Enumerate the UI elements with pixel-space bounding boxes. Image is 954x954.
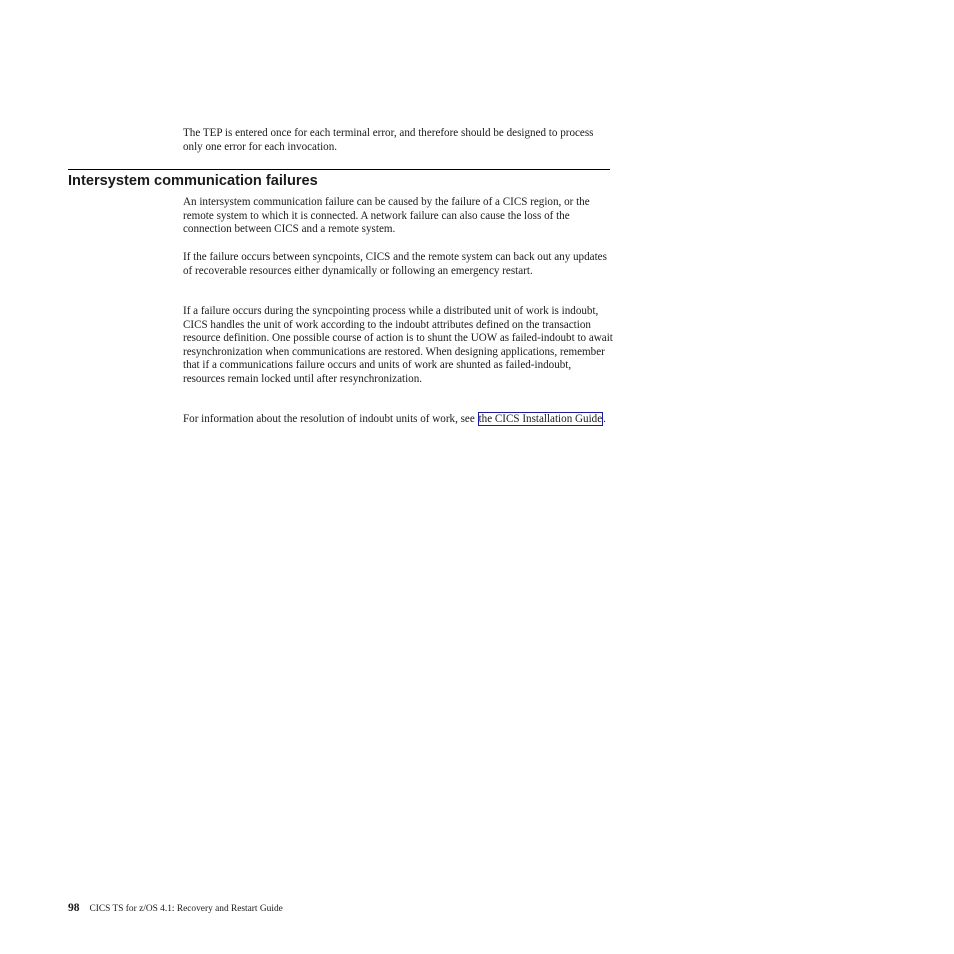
installation-guide-link[interactable]: the CICS Installation Guide [478,413,603,425]
paragraph-2: If the failure occurs between syncpoints, CICS and the remote system can back out any updates of recoverable resources either dynamically or following an emergency restart. [183,251,607,277]
page-number: 98 [68,902,80,914]
paragraph-4 [183,413,615,427]
section-rule [68,169,610,170]
intro-paragraph: The TEP is entered once for each terminal error, and therefore should be designed to process only one error for each invocation. [183,127,594,153]
page-footer [68,901,283,916]
section-heading: Intersystem communication failures [68,173,318,189]
book-title: CICS TS for z/OS 4.1: Recovery and Restart Guide [89,904,283,914]
paragraph-1: An intersystem communication failure can be caused by the failure of a CICS region, or the remote system to which it is connected. A network failure can also cause the loss of the connection between CICS and a remote system. [183,196,590,236]
paragraph-3: If a failure occurs during the syncpointing process while a distributed unit of work is indoubt, CICS handles the unit of work according to the indoubt attributes defined on the transaction resource definition. One possible course of action is to shunt the UOW as failed-indoubt to await resynchronization when communications are restored. When designing applications, remember that if a communications failure occurs and units of work are shunted as failed-indoubt, resources remain locked until after resynchronization. [183,305,613,385]
paragraph-4-prefix: For information about the resolution of indoubt units of work, see [183,413,478,425]
paragraph-4-suffix: . [603,413,606,425]
